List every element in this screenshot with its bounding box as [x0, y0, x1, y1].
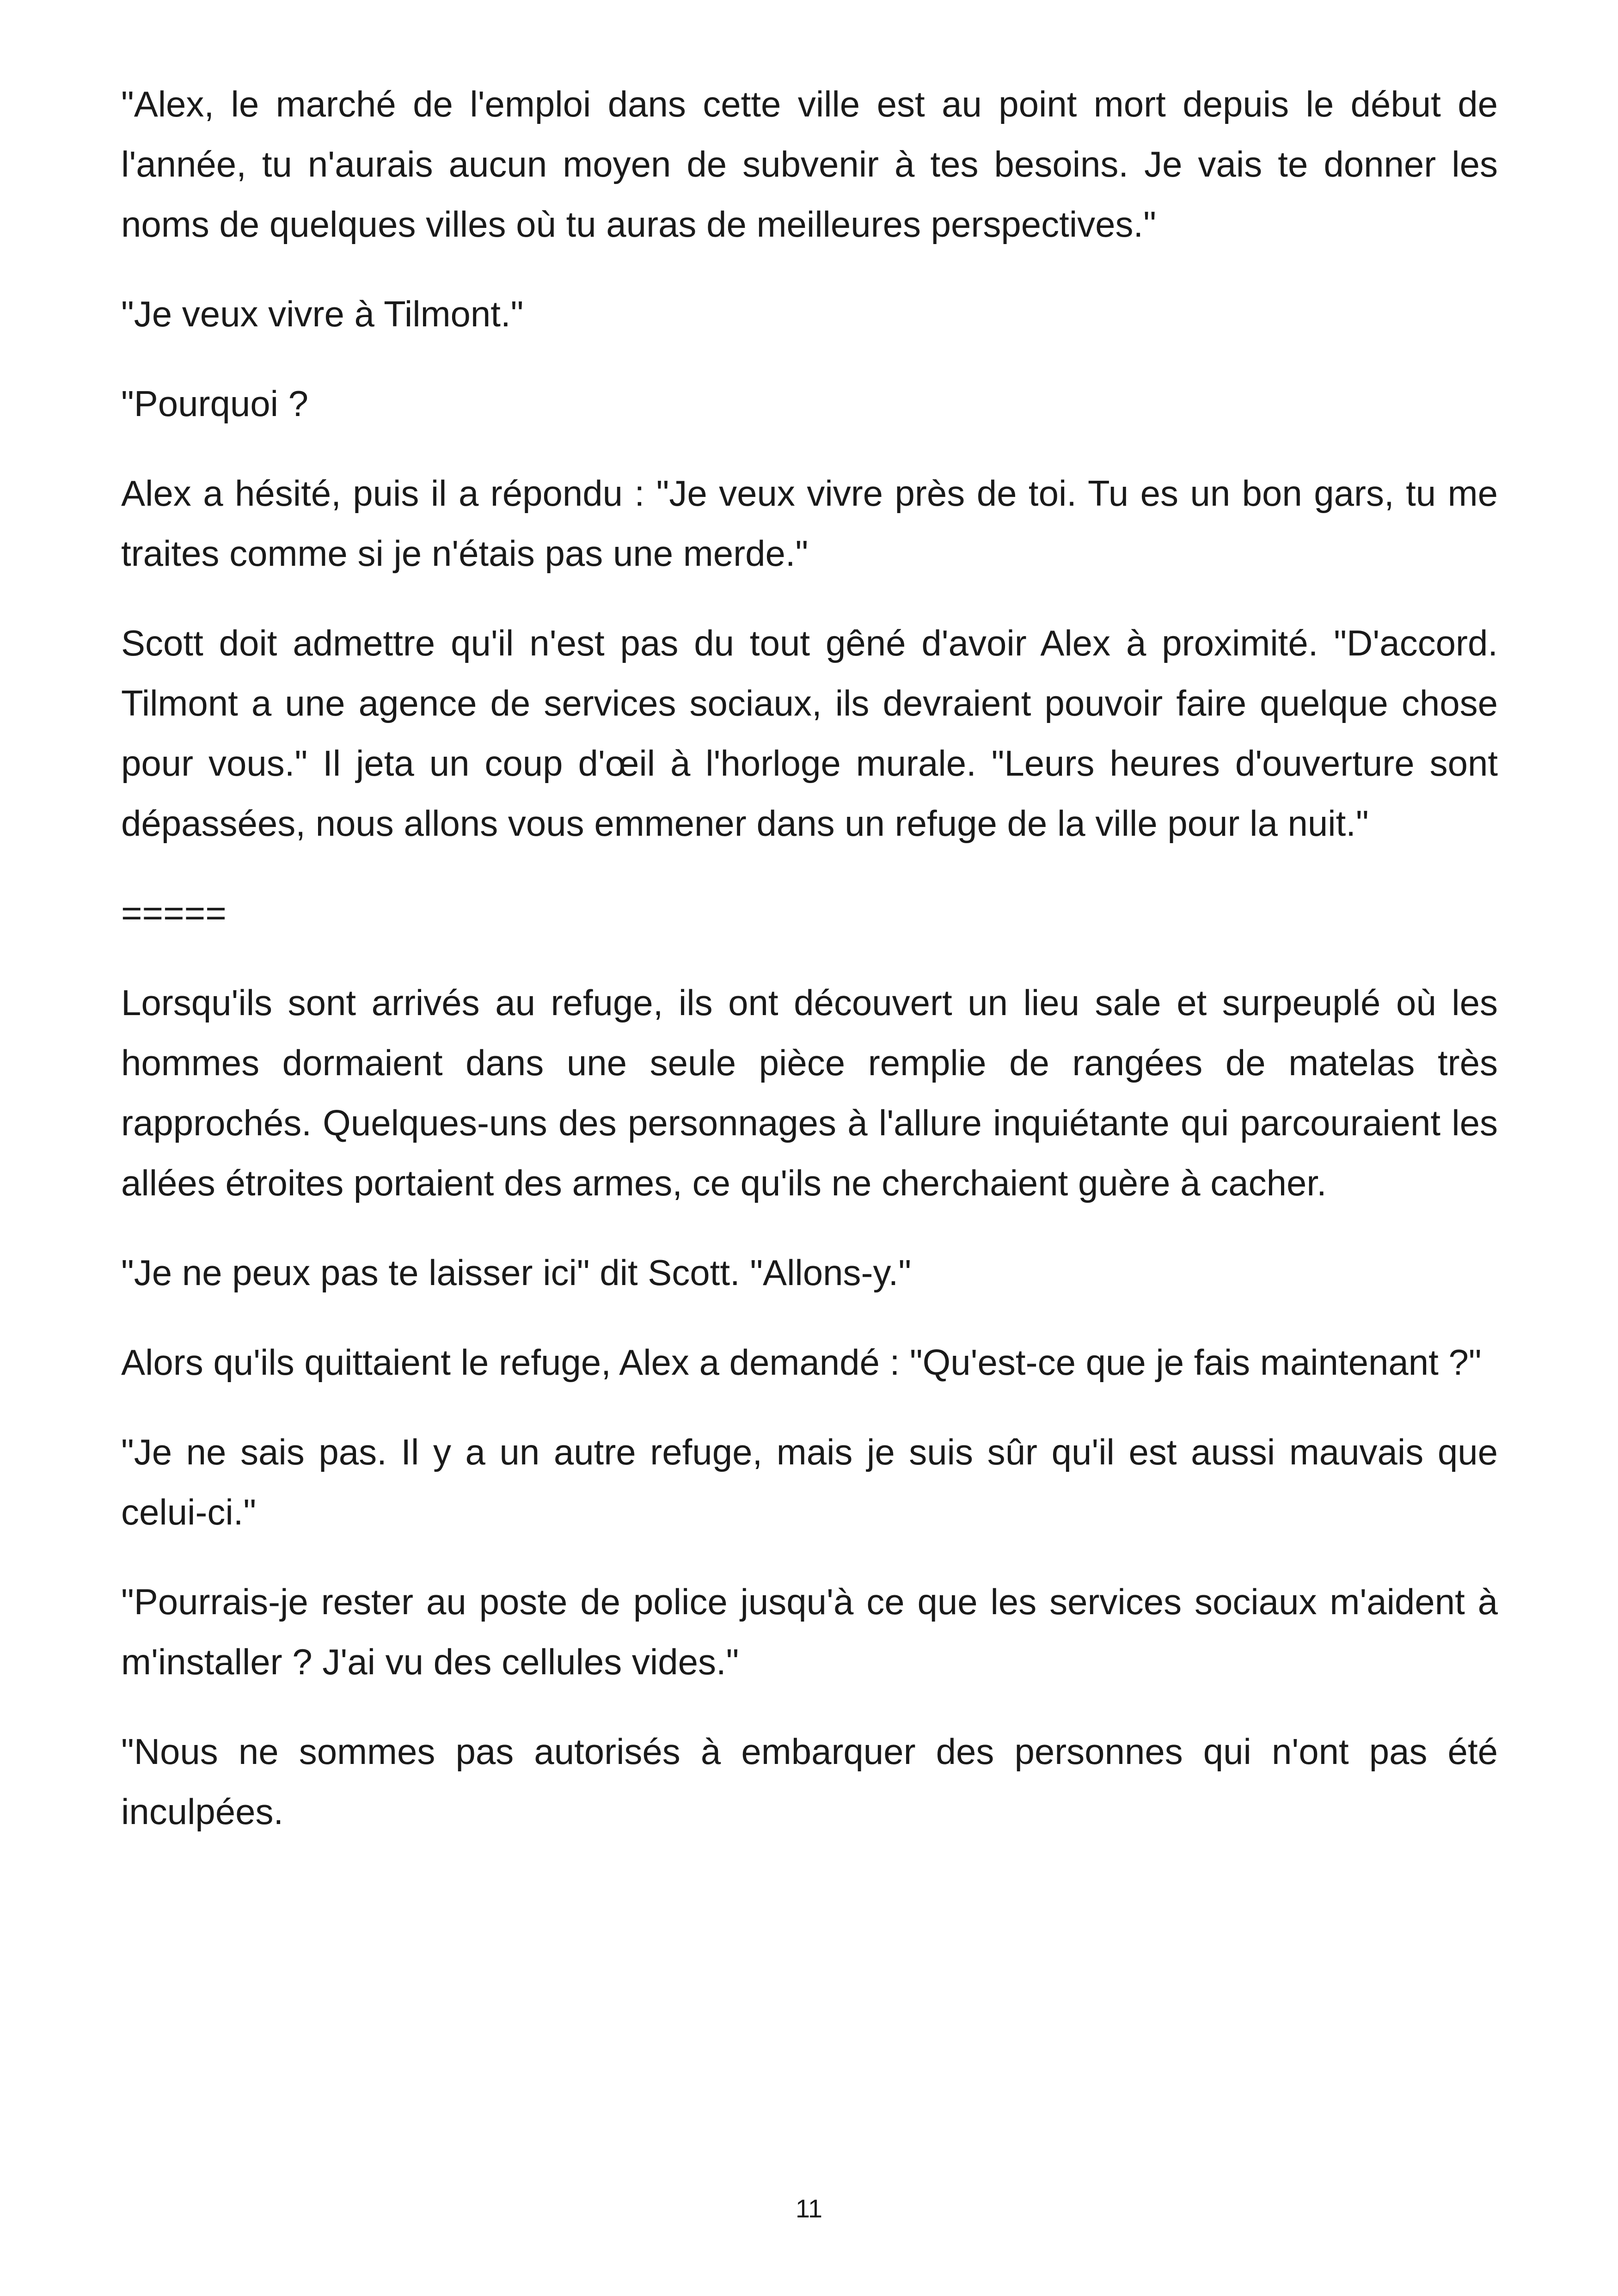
body-text — [121, 74, 1498, 1871]
paragraph-8: Alors qu'ils quittaient le refuge, Alex a demandé : "Qu'est-ce que je fais maintenant ?" — [121, 1342, 1482, 1383]
paragraph-4: Alex a hésité, puis il a répondu : "Je veux vivre près de toi. Tu es un bon gars, tu me traites comme si je n'étais pas une merde." — [121, 473, 1498, 574]
section-separator: ===== — [121, 893, 227, 933]
paragraph-1: "Alex, le marché de l'emploi dans cette ville est au point mort depuis le début de l'année, tu n'aurais aucun moyen de subvenir à tes besoins. Je vais te donner les noms de quelques villes où tu auras de meilleures perspectives." — [121, 84, 1498, 245]
paragraph-9: "Je ne sais pas. Il y a un autre refuge, mais je suis sûr qu'il est aussi mauvais que celui-ci." — [121, 1432, 1498, 1532]
paragraph-11: "Nous ne sommes pas autorisés à embarquer des personnes qui n'ont pas été inculpées. — [121, 1731, 1498, 1832]
page-number: 11 — [795, 2194, 823, 2223]
paragraph-2: "Je veux vivre à Tilmont." — [121, 294, 524, 334]
paragraph-5: Scott doit admettre qu'il n'est pas du tout gêné d'avoir Alex à proximité. "D'accord. Tilmont a une agence de services sociaux, ils devraient pouvoir faire quelque chose pour vous." Il jeta un coup d'œil à l'horloge murale. "Leurs heures d'ouverture sont dépassées, nous allons vous emmener dans un refuge de la ville pour la nuit." — [121, 623, 1498, 844]
paragraph-7: "Je ne peux pas te laisser ici" dit Scott. "Allons-y." — [121, 1252, 912, 1293]
paragraph-3: "Pourquoi ? — [121, 383, 308, 424]
paragraph-10: "Pourrais-je rester au poste de police jusqu'à ce que les services sociaux m'aident à m'installer ? J'ai vu des cellules vides." — [121, 1581, 1498, 1682]
paragraph-6: Lorsqu'ils sont arrivés au refuge, ils ont découvert un lieu sale et surpeuplé où les hommes dormaient dans une seule pièce remplie de rangées de matelas très rapprochés. Quelques-uns des personnages à l'allure inquiétante qui parcouraient les allées étroites portaient des armes, ce qu'ils ne cherchaient guère à cacher. — [121, 982, 1498, 1203]
